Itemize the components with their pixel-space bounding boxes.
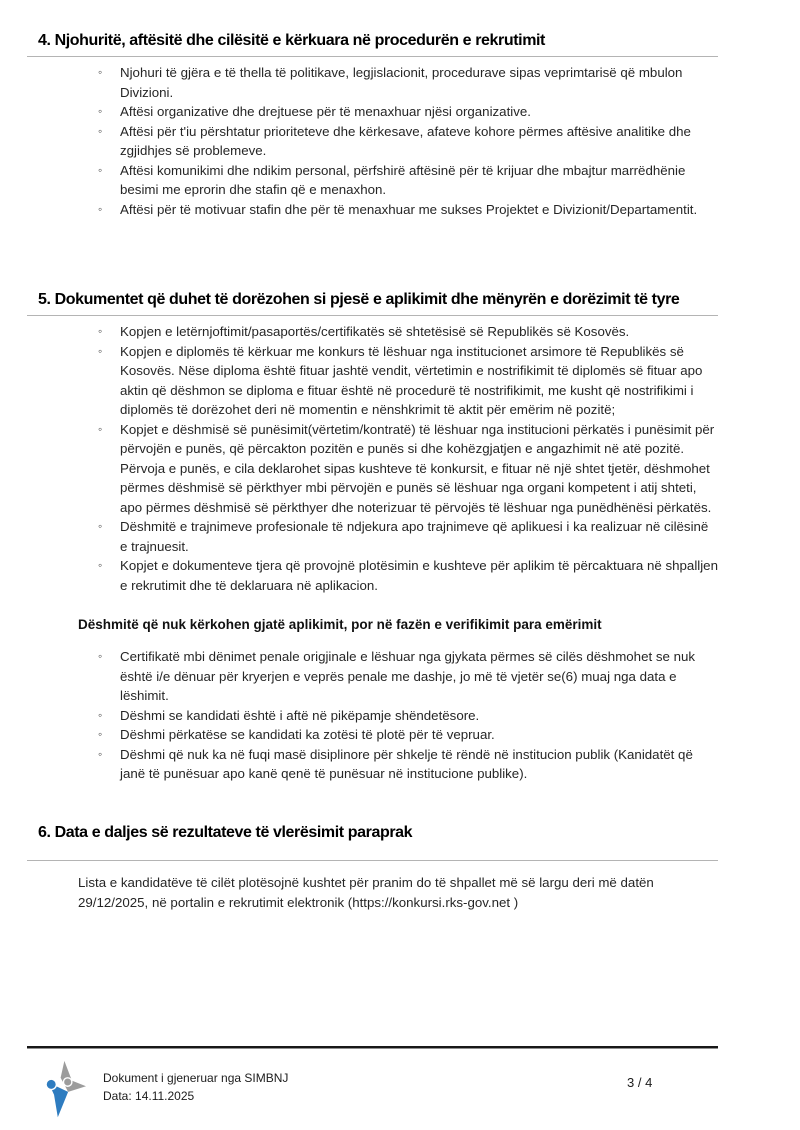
section-4-heading: 4. Njohuritë, aftësitë dhe cilësitë e kërkuara në procedurën e rekrutimit <box>38 32 545 49</box>
bullet-item: ◦ Kopjet e dokumenteve tjera që provojnë plotësimin e kushteve për aplikim të përcaktuara në shpalljen e rekrutimit dhe të deklaruara në aplikacion. <box>27 556 718 595</box>
footer-generated-line: Dokument i gjeneruar nga SIMBNJ <box>103 1071 289 1085</box>
bullet-item: ◦ Aftësi komunikimi dhe ndikim personal, përfshirë aftësinë për të krijuar dhe mbajtur marrëdhënie besimi me eprorin dhe stafin që e menaxhon. <box>27 161 718 200</box>
footer-date-line: Data: 14.11.2025 <box>103 1088 195 1103</box>
bullet-item: ◦ Certifikatë mbi dënimet penale origjinale e lëshuar nga gjykata përmes së cilës dëshmohet se nuk është i/e dënuar për kryerjen e veprës penale me dashje, jo më të vjetër se(6) muaj nga data e lëshimit. <box>27 647 718 706</box>
bullet-item: ◦ Kopjen e diplomës të kërkuar me konkurs të lëshuar nga institucionet arsimore të Republikës së Kosovës. Nëse diploma është fituar jashtë vendit, vërtetimin e nostrifikimit të diplomës së fituar apo aktin që dëshmon se diploma e fituar është në procedurë të nostrifikimit, me kusht që nostrifikimi i diplomës të dorëzohet deri në momentin e nënshkrimit të aktit për emërim në pozitë; <box>27 342 718 420</box>
bullet-item: ◦ Aftësi për t'iu përshtatur prioriteteve dhe kërkesave, afateve kohore përmes aftësive analitike dhe zgjidhjes së problemeve. <box>27 122 718 161</box>
section-results-date <box>27 822 718 913</box>
section-5-heading: 5. Dokumentet që duhet të dorëzohen si pjesë e aplikimit dhe mënyrën e dorëzimit të tyre <box>38 291 680 308</box>
simbnj-logo-icon <box>39 1060 86 1120</box>
bullet-item: ◦ Dëshmi që nuk ka në fuqi masë disiplinore për shkelje të rëndë në institucion publik (Kanidatët që janë të punësuar apo kanë qenë të punësuar në institucione publike). <box>27 745 718 784</box>
verification-phase-subheading: Dëshmitë që nuk kërkohen gjatë aplikimit, por në fazën e verifikimit para emërimit <box>78 617 602 632</box>
footer-divider <box>27 1046 718 1049</box>
bullet-item: ◦ Dëshmi përkatëse se kandidati ka zotësi të plotë për të vepruar. <box>27 725 718 745</box>
section-5-bullet-list <box>27 322 718 595</box>
bullet-item: ◦ Kopjet e dëshmisë së punësimit(vërtetim/kontratë) të lëshuar nga institucioni përkatës i punësimit për përvojën e punës, që përcakton pozitën e punës si dhe kohëzgjatjen e angazhimit në atë pozitë. Përvoja e punës, e cila deklarohet sipas kushteve të konkursit, e fituar në një shtet tjetër, dëshmohet përmes dëshmisë së përkthyer mbi përvojën e punës së lëshuar nga organi kompetent i atij shteti, apo përmes dëshmisë së përkthyer dhe noterizuar të përvojës të lëshuar nga punëdhënësi përkatës. <box>27 420 718 518</box>
section-6-heading: 6. Data e daljes së rezultateve të vlerësimit paraprak <box>38 823 413 841</box>
section-4-bullet-list <box>27 63 718 219</box>
section-5-divider <box>27 315 718 316</box>
section-4-divider <box>27 56 718 57</box>
document-content <box>27 0 718 913</box>
verification-phase-bullet-list <box>27 647 718 784</box>
bullet-item: ◦ Aftësi organizative dhe drejtuese për të menaxhuar njësi organizative. <box>27 102 718 122</box>
footer-text-block <box>103 1070 288 1105</box>
bullet-item: ◦ Dëshmi se kandidati është i aftë në pikëpamje shëndetësore. <box>27 706 718 726</box>
section-required-documents <box>27 289 718 784</box>
results-date-paragraph: Lista e kandidatëve të cilët plotësojnë kushtet për pranim do të shpallet më së largu deri më datën 29/12/2025, në portalin e rekrutimit elektronik (https://konkursi.rks-gov.net ) <box>78 874 654 910</box>
page-number: 3 / 4 <box>627 1075 653 1090</box>
bullet-item: ◦ Njohuri të gjëra e të thella të politikave, legjislacionit, procedurave sipas veprimtarisë që mbulon Divizioni. <box>27 63 718 102</box>
page-footer <box>27 1046 718 1130</box>
section-6-divider <box>27 860 718 861</box>
bullet-item: ◦ Kopjen e letërnjoftimit/pasaportës/certifikatës së shtetësisë së Republikës së Kosovës. <box>27 322 718 342</box>
section-recruitment-skills <box>27 30 718 219</box>
bullet-item: ◦ Dëshmitë e trajnimeve profesionale të ndjekura apo trajnimeve që aplikuesi i ka realizuar në cilësinë e trajnuesit. <box>27 517 718 556</box>
bullet-item: ◦ Aftësi për të motivuar stafin dhe për të menaxhuar me sukses Projektet e Divizionit/Departamentit. <box>27 200 718 220</box>
